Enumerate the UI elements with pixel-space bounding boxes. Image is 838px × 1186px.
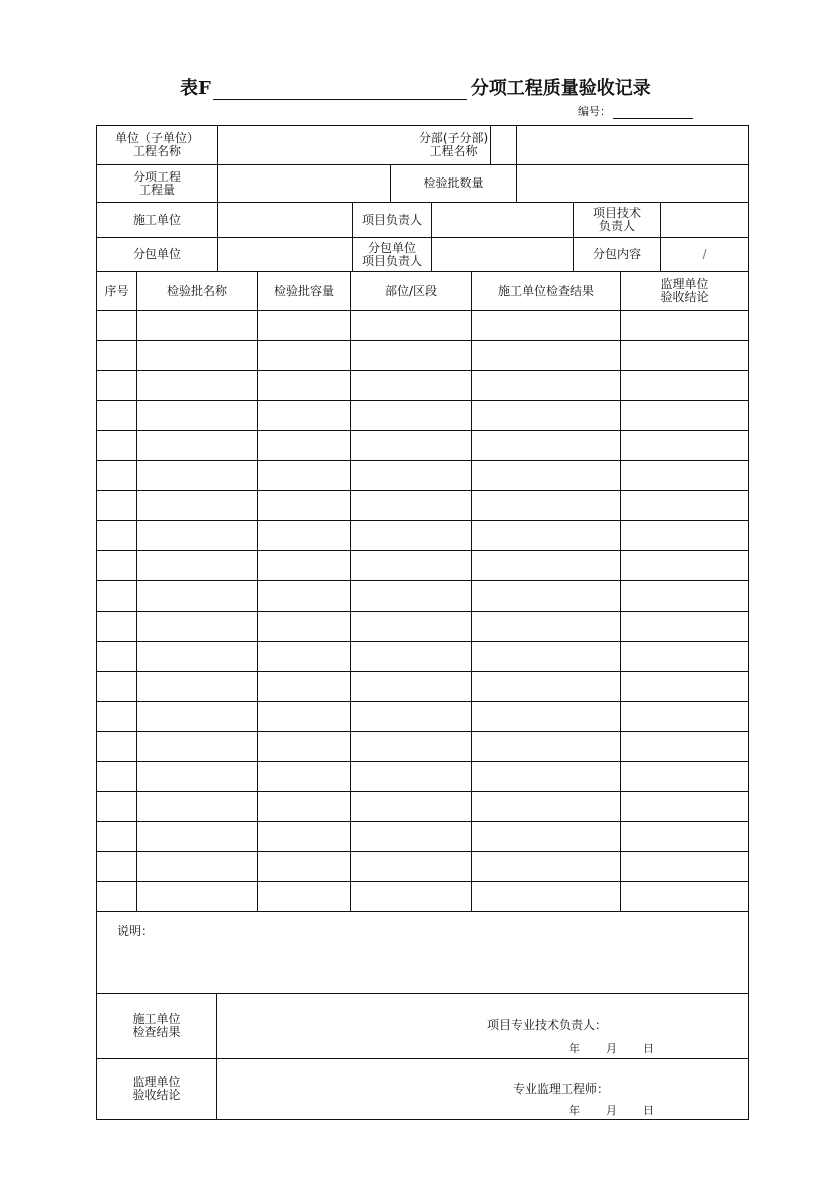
sub-content-field[interactable]: / bbox=[661, 238, 748, 272]
cell-capacity[interactable] bbox=[258, 311, 351, 341]
cell-capacity[interactable] bbox=[258, 341, 351, 371]
cell-index[interactable] bbox=[97, 702, 137, 732]
cell-location[interactable] bbox=[351, 371, 472, 401]
cell-supervisor-result[interactable] bbox=[621, 882, 748, 912]
cell-location[interactable] bbox=[351, 551, 472, 581]
cell-location[interactable] bbox=[351, 732, 472, 762]
cell-supervisor-result[interactable] bbox=[621, 371, 748, 401]
acceptance-form bbox=[96, 125, 749, 1120]
cell-location[interactable] bbox=[351, 521, 472, 551]
cell-contractor-result[interactable] bbox=[472, 612, 621, 642]
cell-batch-name[interactable] bbox=[137, 371, 258, 401]
cell-index[interactable] bbox=[97, 461, 137, 491]
cell-supervisor-result[interactable] bbox=[621, 822, 748, 852]
pm-field[interactable] bbox=[432, 203, 574, 238]
date-month: 月 bbox=[606, 1104, 617, 1117]
contractor-tech-lead-sign[interactable]: 项目专业技术负责人： bbox=[487, 1018, 608, 1032]
tech-lead-label: 项目技术 负责人 bbox=[574, 203, 661, 238]
cell-batch-name[interactable] bbox=[137, 792, 258, 822]
cell-index[interactable] bbox=[97, 401, 137, 431]
cell-index[interactable] bbox=[97, 762, 137, 792]
contractor-field[interactable] bbox=[218, 203, 353, 238]
cell-contractor-result[interactable] bbox=[472, 642, 621, 672]
cell-location[interactable] bbox=[351, 431, 472, 461]
notes-section[interactable] bbox=[97, 912, 748, 994]
sub-content-label: 分包内容 bbox=[574, 238, 661, 272]
supervisor-signoff-label: 监理单位 验收结论 bbox=[97, 1059, 217, 1119]
cell-capacity[interactable] bbox=[258, 431, 351, 461]
supervisor-sign-date[interactable] bbox=[569, 1102, 654, 1118]
cell-batch-name[interactable] bbox=[137, 461, 258, 491]
unit-name-label: 单位（子单位） 工程名称 bbox=[97, 126, 218, 165]
cell-batch-name[interactable] bbox=[137, 491, 258, 521]
cell-location[interactable] bbox=[351, 702, 472, 732]
division-name-field[interactable] bbox=[517, 126, 748, 165]
cell-capacity[interactable] bbox=[258, 672, 351, 702]
cell-supervisor-result[interactable] bbox=[621, 852, 748, 882]
cell-location[interactable] bbox=[351, 311, 472, 341]
cell-batch-name[interactable] bbox=[137, 401, 258, 431]
subitem-qty-field[interactable] bbox=[218, 165, 391, 203]
cell-contractor-result[interactable] bbox=[472, 732, 621, 762]
cell-contractor-result[interactable] bbox=[472, 581, 621, 612]
contractor-signoff-label: 施工单位 检查结果 bbox=[97, 994, 217, 1058]
cell-batch-name[interactable] bbox=[137, 882, 258, 912]
cell-contractor-result[interactable] bbox=[472, 311, 621, 341]
title-blank-field[interactable] bbox=[213, 78, 467, 100]
cell-batch-name[interactable] bbox=[137, 702, 258, 732]
cell-capacity[interactable] bbox=[258, 702, 351, 732]
cell-location[interactable] bbox=[351, 401, 472, 431]
cell-location[interactable] bbox=[351, 672, 472, 702]
cell-contractor-result[interactable] bbox=[472, 461, 621, 491]
sub-field[interactable] bbox=[218, 238, 353, 272]
cell-contractor-result[interactable] bbox=[472, 882, 621, 912]
cell-batch-name[interactable] bbox=[137, 341, 258, 371]
cell-supervisor-result[interactable] bbox=[621, 762, 748, 792]
title-prefix: 表F bbox=[180, 78, 211, 99]
cell-index[interactable] bbox=[97, 882, 137, 912]
cell-capacity[interactable] bbox=[258, 732, 351, 762]
cell-supervisor-result[interactable] bbox=[621, 311, 748, 341]
cell-capacity[interactable] bbox=[258, 581, 351, 612]
cell-index[interactable] bbox=[97, 732, 137, 762]
pm-label: 项目负责人 bbox=[353, 203, 432, 238]
division-name-label: 分部(子分部) 工程名称 bbox=[391, 126, 517, 165]
cell-batch-name[interactable] bbox=[137, 551, 258, 581]
cell-contractor-result[interactable] bbox=[472, 401, 621, 431]
date-day: 日 bbox=[643, 1042, 654, 1055]
cell-supervisor-result[interactable] bbox=[621, 672, 748, 702]
cell-contractor-result[interactable] bbox=[472, 762, 621, 792]
sub-label: 分包单位 bbox=[97, 238, 218, 272]
cell-capacity[interactable] bbox=[258, 461, 351, 491]
cell-supervisor-result[interactable] bbox=[621, 341, 748, 371]
cell-index[interactable] bbox=[97, 852, 137, 882]
cell-contractor-result[interactable] bbox=[472, 521, 621, 551]
cell-index[interactable] bbox=[97, 822, 137, 852]
cell-index[interactable] bbox=[97, 581, 137, 612]
cell-location[interactable] bbox=[351, 642, 472, 672]
batch-count-label: 检验批数量 bbox=[391, 165, 517, 203]
cell-capacity[interactable] bbox=[258, 852, 351, 882]
cell-index[interactable] bbox=[97, 642, 137, 672]
cell-index[interactable] bbox=[97, 431, 137, 461]
cell-batch-name[interactable] bbox=[137, 612, 258, 642]
cell-supervisor-result[interactable] bbox=[621, 431, 748, 461]
date-day: 日 bbox=[643, 1104, 654, 1117]
cell-contractor-result[interactable] bbox=[472, 431, 621, 461]
cell-contractor-result[interactable] bbox=[472, 341, 621, 371]
date-year: 年 bbox=[569, 1042, 580, 1055]
supervisor-signoff bbox=[97, 1059, 748, 1119]
form-title bbox=[180, 74, 651, 100]
cell-index[interactable] bbox=[97, 521, 137, 551]
contractor-sign-date[interactable] bbox=[569, 1040, 654, 1056]
cell-supervisor-result[interactable] bbox=[621, 491, 748, 521]
col-header-capacity: 检验批容量 bbox=[258, 272, 351, 311]
cell-supervisor-result[interactable] bbox=[621, 521, 748, 551]
cell-contractor-result[interactable] bbox=[472, 852, 621, 882]
cell-batch-name[interactable] bbox=[137, 672, 258, 702]
cell-contractor-result[interactable] bbox=[472, 551, 621, 581]
cell-batch-name[interactable] bbox=[137, 822, 258, 852]
cell-contractor-result[interactable] bbox=[472, 371, 621, 401]
col-header-index: 序号 bbox=[97, 272, 137, 311]
col-header-batch-name: 检验批名称 bbox=[137, 272, 258, 311]
cell-index[interactable] bbox=[97, 311, 137, 341]
cell-location[interactable] bbox=[351, 581, 472, 612]
cell-index[interactable] bbox=[97, 672, 137, 702]
date-month: 月 bbox=[606, 1042, 617, 1055]
code-field[interactable] bbox=[613, 103, 693, 119]
cell-batch-name[interactable] bbox=[137, 642, 258, 672]
cell-index[interactable] bbox=[97, 551, 137, 581]
cell-contractor-result[interactable] bbox=[472, 672, 621, 702]
cell-index[interactable] bbox=[97, 491, 137, 521]
date-year: 年 bbox=[569, 1104, 580, 1117]
cell-capacity[interactable] bbox=[258, 401, 351, 431]
sub-pm-label: 分包单位 项目负责人 bbox=[353, 238, 432, 272]
cell-location[interactable] bbox=[351, 882, 472, 912]
subitem-qty-label: 分项工程 工程量 bbox=[97, 165, 218, 203]
cell-capacity[interactable] bbox=[258, 792, 351, 822]
cell-capacity[interactable] bbox=[258, 882, 351, 912]
title-main: 分项工程质量验收记录 bbox=[470, 78, 651, 99]
code-label: 编号： bbox=[578, 105, 611, 118]
cell-contractor-result[interactable] bbox=[472, 702, 621, 732]
batch-count-field[interactable] bbox=[517, 165, 748, 203]
cell-capacity[interactable] bbox=[258, 521, 351, 551]
notes-label: 说明： bbox=[117, 924, 154, 938]
cell-supervisor-result[interactable] bbox=[621, 581, 748, 612]
cell-supervisor-result[interactable] bbox=[621, 612, 748, 642]
cell-capacity[interactable] bbox=[258, 762, 351, 792]
cell-index[interactable] bbox=[97, 341, 137, 371]
col-header-supervisor-result: 监理单位 验收结论 bbox=[621, 272, 748, 311]
cell-capacity[interactable] bbox=[258, 371, 351, 401]
cell-location[interactable] bbox=[351, 762, 472, 792]
tech-lead-field[interactable] bbox=[661, 203, 748, 238]
cell-capacity[interactable] bbox=[258, 491, 351, 521]
cell-index[interactable] bbox=[97, 612, 137, 642]
cell-location[interactable] bbox=[351, 461, 472, 491]
cell-batch-name[interactable] bbox=[137, 581, 258, 612]
cell-supervisor-result[interactable] bbox=[621, 732, 748, 762]
cell-location[interactable] bbox=[351, 792, 472, 822]
cell-contractor-result[interactable] bbox=[472, 822, 621, 852]
cell-location[interactable] bbox=[351, 491, 472, 521]
cell-supervisor-result[interactable] bbox=[621, 642, 748, 672]
cell-supervisor-result[interactable] bbox=[621, 461, 748, 491]
contractor-signoff bbox=[97, 994, 748, 1059]
cell-supervisor-result[interactable] bbox=[621, 401, 748, 431]
cell-capacity[interactable] bbox=[258, 551, 351, 581]
cell-batch-name[interactable] bbox=[137, 852, 258, 882]
cell-contractor-result[interactable] bbox=[472, 792, 621, 822]
cell-capacity[interactable] bbox=[258, 642, 351, 672]
contractor-label: 施工单位 bbox=[97, 203, 218, 238]
cell-capacity[interactable] bbox=[258, 822, 351, 852]
cell-supervisor-result[interactable] bbox=[621, 792, 748, 822]
code-row bbox=[578, 101, 693, 119]
col-header-contractor-result: 施工单位检查结果 bbox=[472, 272, 621, 311]
cell-batch-name[interactable] bbox=[137, 521, 258, 551]
cell-location[interactable] bbox=[351, 822, 472, 852]
cell-batch-name[interactable] bbox=[137, 762, 258, 792]
cell-batch-name[interactable] bbox=[137, 431, 258, 461]
cell-location[interactable] bbox=[351, 852, 472, 882]
cell-location[interactable] bbox=[351, 341, 472, 371]
cell-batch-name[interactable] bbox=[137, 311, 258, 341]
cell-index[interactable] bbox=[97, 371, 137, 401]
cell-index[interactable] bbox=[97, 792, 137, 822]
cell-supervisor-result[interactable] bbox=[621, 551, 748, 581]
sub-pm-field[interactable] bbox=[432, 238, 574, 272]
supervisor-engineer-sign[interactable]: 专业监理工程师： bbox=[513, 1082, 610, 1096]
cell-location[interactable] bbox=[351, 612, 472, 642]
cell-contractor-result[interactable] bbox=[472, 491, 621, 521]
cell-batch-name[interactable] bbox=[137, 732, 258, 762]
col-header-location: 部位/区段 bbox=[351, 272, 472, 311]
cell-capacity[interactable] bbox=[258, 612, 351, 642]
cell-supervisor-result[interactable] bbox=[621, 702, 748, 732]
